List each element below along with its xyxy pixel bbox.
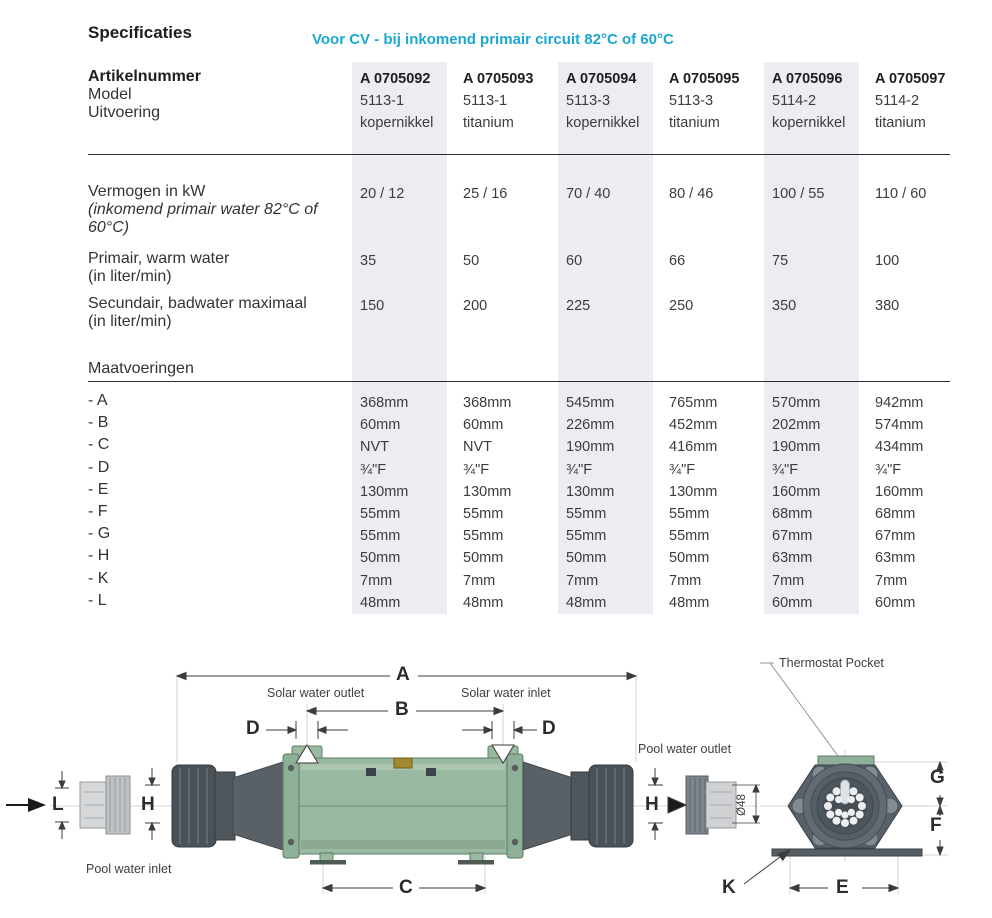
- dimension-value-cell: 7mm: [352, 570, 455, 592]
- dim-label-e: E: [836, 877, 849, 898]
- dimension-value-cell: ¾"F: [463, 461, 490, 478]
- dimension-value-cell: ¾"F: [352, 459, 455, 481]
- dimension-row-label: - C: [88, 436, 110, 454]
- artikelnummer-value: A 0705097: [875, 71, 946, 87]
- dimension-value-cell: 67mm: [875, 528, 916, 545]
- dim-label-c: C: [399, 877, 413, 898]
- dimension-row-label: - G: [88, 525, 111, 543]
- dimension-value-cell: 50mm: [352, 547, 455, 569]
- uitvoering-value: kopernikkel: [360, 115, 434, 131]
- column-header-cell: [764, 62, 867, 154]
- right-union: [523, 762, 633, 850]
- dimension-value-cell: 130mm: [558, 481, 661, 503]
- dimension-value-cell: 7mm: [764, 570, 867, 592]
- dimension-value-cell: 190mm: [764, 436, 867, 458]
- column-header-cell: [661, 62, 764, 154]
- dimension-value-cell: 50mm: [558, 547, 661, 569]
- model-value: 5113-1: [360, 93, 405, 109]
- dimension-value-cell: 67mm: [764, 525, 867, 547]
- spec-value-cell: 75: [764, 244, 867, 289]
- column-header-cell: [352, 62, 455, 154]
- dimension-value-cell: 7mm: [558, 570, 661, 592]
- solar-water-inlet-label: Solar water inlet: [461, 686, 551, 700]
- dimension-value-cell: ¾"F: [558, 459, 661, 481]
- dimension-value-cell: 226mm: [558, 414, 661, 436]
- column-header-cell: [455, 62, 558, 154]
- column-header-cell: [558, 62, 661, 154]
- dimension-value-cell: 202mm: [764, 414, 867, 436]
- dimension-value-cell: 942mm: [875, 395, 924, 411]
- table-row: [88, 459, 950, 481]
- model-value: 5114-2: [772, 93, 817, 109]
- dimension-value-cell: ¾"F: [875, 461, 902, 478]
- artikelnummer-value: A 0705096: [772, 71, 843, 87]
- spec-row-sublabel: (inkomend primair water 82°C of 60°C): [88, 201, 318, 236]
- model-value: 5113-3: [669, 93, 714, 109]
- model-value: 5113-3: [566, 93, 611, 109]
- pool-inlet-coupling: [80, 776, 130, 834]
- table-row: [88, 481, 950, 503]
- spec-row-vermogen: [88, 177, 950, 244]
- spec-value-cell: 380: [875, 298, 900, 314]
- spec-value-cell: 50: [463, 253, 480, 269]
- pool-outlet-coupling: [686, 776, 736, 834]
- header-label-cell: [88, 62, 352, 154]
- model-value: 5113-1: [463, 93, 508, 109]
- table-row: [88, 592, 950, 614]
- table-row: [88, 392, 950, 414]
- dimension-value-cell: 7mm: [875, 572, 908, 589]
- dim-label-a: A: [396, 664, 410, 685]
- technical-drawing-area: [0, 640, 992, 918]
- spec-value-cell: 225: [558, 289, 661, 352]
- dimension-value-cell: 368mm: [352, 392, 455, 414]
- dim-label-d-left: D: [246, 718, 260, 739]
- dimension-row-label: - L: [88, 591, 107, 609]
- spec-row-secundair: [88, 289, 950, 352]
- uitvoering-value: titanium: [463, 115, 514, 131]
- spec-row-label: Primair, warm water: [88, 250, 230, 267]
- solar-water-outlet-label: Solar water outlet: [267, 686, 365, 700]
- dimension-row-label: - B: [88, 414, 109, 432]
- dimension-value-cell: 55mm: [558, 503, 661, 525]
- spec-value-cell: 80 / 46: [669, 186, 714, 202]
- table-header-row: [88, 62, 950, 155]
- spec-row-sublabel: (in liter/min): [88, 268, 172, 285]
- dimension-value-cell: 55mm: [669, 528, 710, 545]
- table-row: [88, 570, 950, 592]
- dimension-value-cell: ¾"F: [669, 461, 696, 478]
- dimension-value-cell: ¾"F: [764, 459, 867, 481]
- spec-value-cell: 25 / 16: [463, 186, 508, 202]
- side-view-drawing: [6, 745, 736, 865]
- row-label-model: Model: [88, 86, 132, 103]
- spec-row-label-cell: [88, 177, 352, 244]
- dimension-value-cell: 130mm: [463, 483, 512, 500]
- dimension-value-cell: 570mm: [764, 392, 867, 414]
- spec-row-sublabel: (in liter/min): [88, 313, 172, 330]
- dimension-value-cell: 63mm: [875, 550, 916, 567]
- dimension-value-cell: 48mm: [558, 592, 661, 614]
- dimension-value-cell: 7mm: [463, 572, 496, 589]
- dimension-row-label: - E: [88, 480, 109, 498]
- spec-row-label-cell: [88, 289, 352, 352]
- dimension-value-cell: 55mm: [669, 505, 710, 522]
- dimension-value-cell: 55mm: [463, 528, 504, 545]
- table-row: [88, 547, 950, 569]
- spec-value-cell: 35: [352, 244, 455, 289]
- dimension-value-cell: 160mm: [764, 481, 867, 503]
- dimension-value-cell: 48mm: [669, 594, 710, 611]
- dimension-value-cell: 55mm: [463, 505, 504, 522]
- spec-value-cell: 20 / 12: [352, 177, 455, 244]
- table-row: [88, 436, 950, 458]
- thermostat-pocket-label: Thermostat Pocket: [779, 656, 884, 670]
- uitvoering-value: titanium: [875, 115, 926, 131]
- dimension-value-cell: 452mm: [669, 417, 718, 434]
- spec-value-cell: 100: [875, 253, 900, 269]
- dimension-value-cell: 55mm: [352, 525, 455, 547]
- table-row: [88, 525, 950, 547]
- spec-table: [88, 62, 950, 614]
- dimension-value-cell: 60mm: [352, 414, 455, 436]
- dimension-value-cell: 55mm: [558, 525, 661, 547]
- dimension-value-cell: 130mm: [669, 483, 718, 500]
- spec-value-cell: 200: [463, 298, 488, 314]
- dimension-value-cell: 68mm: [875, 505, 916, 522]
- dimension-value-cell: 545mm: [558, 392, 661, 414]
- left-union: [172, 762, 283, 850]
- dimension-value-cell: 60mm: [875, 594, 916, 611]
- spacer-row: [88, 382, 950, 392]
- artikelnummer-value: A 0705093: [463, 71, 534, 87]
- dimension-row-label: - F: [88, 502, 108, 520]
- dimension-value-cell: 368mm: [463, 395, 512, 411]
- page-subtitle: Voor CV - bij inkomend primair circuit 82°C of 60°C: [312, 31, 674, 48]
- spec-value-cell: 100 / 55: [764, 177, 867, 244]
- section-heading-row: [88, 352, 950, 382]
- dimension-value-cell: 160mm: [875, 483, 924, 500]
- dimension-value-cell: 48mm: [352, 592, 455, 614]
- spec-value-cell: 250: [669, 298, 694, 314]
- pool-water-outlet-label: Pool water outlet: [638, 742, 732, 756]
- spec-value-cell: 70 / 40: [558, 177, 661, 244]
- dimension-value-cell: 55mm: [352, 503, 455, 525]
- dim-label-d-right: D: [542, 718, 556, 739]
- pool-water-inlet-label: Pool water inlet: [86, 862, 172, 876]
- dimension-value-cell: 60mm: [764, 592, 867, 614]
- spec-row-label: Secundair, badwater maximaal: [88, 295, 307, 312]
- dimension-value-cell: 63mm: [764, 547, 867, 569]
- table-row: [88, 503, 950, 525]
- dim-label-h-left: H: [141, 794, 155, 815]
- dimension-value-cell: 7mm: [669, 572, 702, 589]
- dimension-value-cell: 574mm: [875, 417, 924, 434]
- dimension-value-cell: NVT: [352, 436, 455, 458]
- dimension-value-cell: 68mm: [764, 503, 867, 525]
- dimension-rows: [88, 392, 950, 614]
- row-label-uitvoering: Uitvoering: [88, 104, 161, 121]
- dim-label-h-right: H: [645, 794, 659, 815]
- dimension-value-cell: 50mm: [463, 550, 504, 567]
- row-label-artikelnummer: Artikelnummer: [88, 68, 201, 85]
- column-header-cell: [867, 62, 950, 154]
- spec-row-label: Vermogen in kW: [88, 183, 206, 200]
- dimension-value-cell: 60mm: [463, 417, 504, 434]
- dimension-value-cell: NVT: [463, 439, 492, 456]
- model-value: 5114-2: [875, 93, 920, 109]
- dimension-value-cell: 416mm: [669, 439, 718, 456]
- spec-row-primair: [88, 244, 950, 289]
- spec-row-label-cell: [88, 244, 352, 289]
- dimension-value-cell: 50mm: [669, 550, 710, 567]
- spec-value-cell: 110 / 60: [875, 186, 927, 202]
- dim-label-g: G: [930, 767, 945, 788]
- artikelnummer-value: A 0705092: [360, 71, 431, 87]
- dim-label-f: F: [930, 815, 942, 836]
- uitvoering-value: titanium: [669, 115, 720, 131]
- dimension-row-label: - D: [88, 458, 110, 476]
- page-title: Specificaties: [88, 23, 192, 42]
- dimension-value-cell: 130mm: [352, 481, 455, 503]
- spacer-row: [88, 155, 950, 177]
- dimension-value-cell: 48mm: [463, 594, 504, 611]
- heat-exchanger-body: [283, 746, 523, 865]
- dim-label-k: K: [722, 877, 736, 898]
- dimension-row-label: - H: [88, 547, 110, 565]
- dimension-value-cell: 434mm: [875, 439, 924, 456]
- flow-arrow-left: [6, 798, 46, 812]
- dimension-value-cell: 190mm: [558, 436, 661, 458]
- uitvoering-value: kopernikkel: [772, 115, 846, 131]
- spec-value-cell: 350: [764, 289, 867, 352]
- spec-value-cell: 66: [669, 253, 686, 269]
- dimension-value-cell: 765mm: [669, 395, 718, 411]
- spec-value-cell: 60: [558, 244, 661, 289]
- artikelnummer-value: A 0705094: [566, 71, 637, 87]
- spec-value-cell: 150: [352, 289, 455, 352]
- dimension-row-label: - K: [88, 569, 109, 587]
- table-row: [88, 414, 950, 436]
- end-view-drawing: [772, 756, 922, 856]
- dim-label-l: L: [52, 794, 64, 815]
- dim-label-b: B: [395, 699, 409, 720]
- uitvoering-value: kopernikkel: [566, 115, 640, 131]
- section-heading: Maatvoeringen: [88, 360, 194, 377]
- diameter-label: Ø48: [736, 794, 748, 816]
- artikelnummer-value: A 0705095: [669, 71, 740, 87]
- dimension-row-label: - A: [88, 392, 108, 409]
